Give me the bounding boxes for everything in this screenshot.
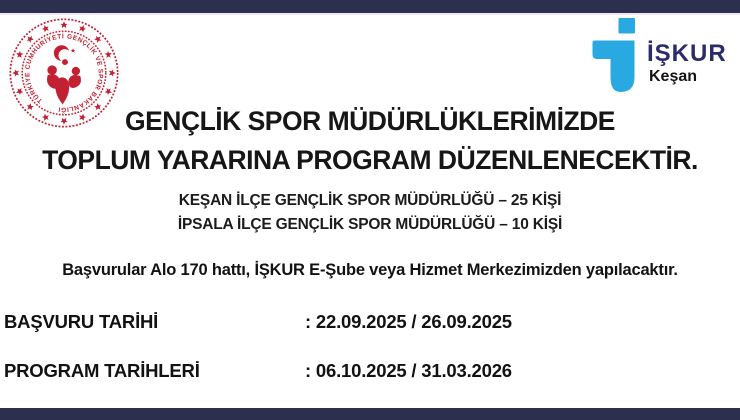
top-navy-bar (0, 0, 740, 15)
emblem-crescent-and-figures (47, 45, 81, 104)
iskur-logo-icon (591, 18, 641, 96)
iskur-wordmark: İŞKUR (647, 40, 727, 67)
title-line-1: GENÇLİK SPOR MÜDÜRLÜKLERİMİZDE (125, 106, 615, 136)
quota-list (0, 189, 740, 237)
program-date-value: : 06.10.2025 / 31.03.2026 (305, 360, 512, 381)
application-date-label: BAŞVURU TARİHİ (4, 311, 159, 332)
title-line-2: TOPLUM YARARINA PROGRAM DÜZENLENECEKTİR. (42, 145, 698, 175)
quota-line-ipsala: İPSALA İLÇE GENÇLİK SPOR MÜDÜRLÜĞÜ – 10 KİŞİ (177, 216, 563, 233)
quota-line-kesan: KEŞAN İLÇE GENÇLİK SPOR MÜDÜRLÜĞÜ – 25 KİŞİ (178, 192, 562, 209)
iskur-branch-name: Keşan (649, 68, 698, 85)
program-date-label: PROGRAM TARİHLERİ (4, 360, 200, 381)
application-date-value: : 22.09.2025 / 26.09.2025 (305, 311, 512, 332)
application-info: Başvurular Alo 170 hattı, İŞKUR E-Şube veya Hizmet Merkezimizden yapılacaktır. (62, 261, 678, 279)
announcement-title (0, 102, 740, 180)
svg-text:TÜRKİYE CUMHURİYETİ GENÇLİK VE: TÜRKİYE CUMHURİYETİ GENÇLİK VE SPOR BAKANLIĞI (24, 33, 104, 113)
application-date-row (4, 311, 736, 333)
bottom-navy-bar (0, 408, 740, 420)
program-date-row (4, 360, 736, 382)
